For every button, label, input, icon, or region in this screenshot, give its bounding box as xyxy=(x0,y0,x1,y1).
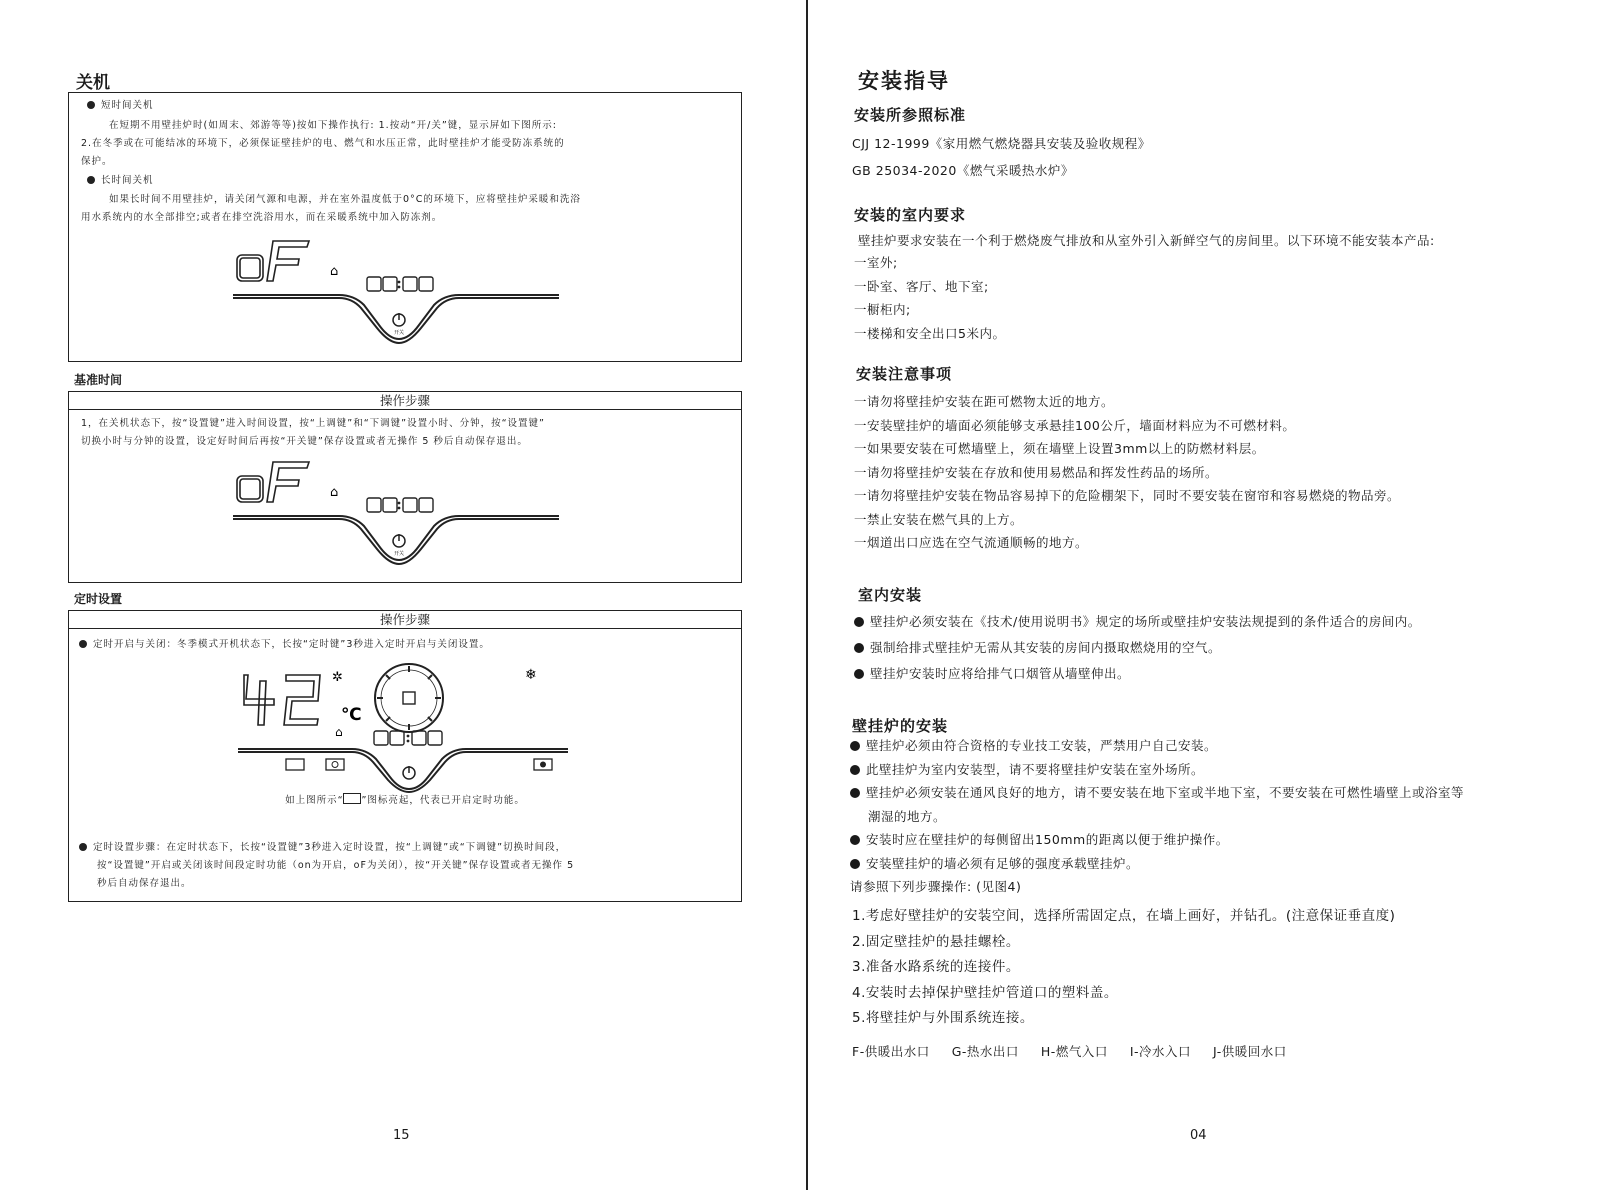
right-page-number: 04 xyxy=(1190,1128,1207,1143)
timer-title: 定时设置 xyxy=(74,592,123,606)
legend-item: H-燃气入口 xyxy=(1040,1044,1108,1059)
timer-display-panel xyxy=(234,653,654,793)
list-item: 一请勿将壁挂炉安装在存放和使用易燃品和挥发性药品的场所。 xyxy=(854,464,1219,480)
standard-line-1: CJJ 12-1999《家用燃气燃烧器具安装及验收规程》 xyxy=(852,136,1151,151)
base-time-text-2: 切换小时与分钟的设置，设定好时间后再按“开关键”保存设置或者无操作 5 秒后自动保存退出。 xyxy=(81,436,528,447)
list-item: 一请勿将壁挂炉安装在物品容易掉下的危险棚架下，同时不要安装在窗帘和容易燃烧的物品旁。 xyxy=(854,488,1401,503)
shutdown-box xyxy=(68,92,742,362)
list-item-text: 此壁挂炉为室内安装型，请不要将壁挂炉安装在室外场所。 xyxy=(866,761,1205,777)
clock-center-icon xyxy=(403,692,415,704)
step-item: 1.考虑好壁挂炉的安装空间，选择所需固定点，在墙上画好，并钻孔。(注意保证垂直度) xyxy=(852,908,1396,924)
short-shutdown-heading xyxy=(87,97,154,115)
indoor-req-list xyxy=(854,253,1005,347)
list-item: 一如果要安装在可燃墙壁上，须在墙壁上设置3mm以上的防燃材料层。 xyxy=(854,441,1265,456)
step-item: 3.准备水路系统的连接件。 xyxy=(852,959,1020,975)
list-item: 一卧室、客厅、地下室; xyxy=(854,278,989,294)
list-item xyxy=(850,736,1464,760)
list-item-text: 壁挂炉必须安装在《技术/使用说明书》规定的场所或壁挂炉安装法规提到的条件适合的房间内。 xyxy=(870,614,1421,629)
timer-text-2: 定时设置步骤：在定时状态下，长按“设置键”3秒进入定时设置，按“上调键”或“下调键”切换时间段， xyxy=(93,842,567,853)
list-item xyxy=(850,830,1464,854)
clock-dial xyxy=(375,664,443,732)
list-item: 一请勿将壁挂炉安装在距可燃物太近的地方。 xyxy=(854,394,1115,409)
heating-icon xyxy=(286,759,304,770)
timer-text-2-row xyxy=(79,839,566,857)
steps-intro: 请参照下列步骤操作: (见图4) xyxy=(850,879,1022,894)
power-label: 开关 xyxy=(394,551,405,557)
seg-f-outline xyxy=(267,241,309,281)
timer-caption-post: ”图标亮起，代表已开启定时功能。 xyxy=(361,795,525,806)
timer-box xyxy=(68,610,742,902)
list-item-text: 安装壁挂炉的墙必须有足够的强度承载壁挂炉。 xyxy=(866,855,1140,871)
timer-text-1-row xyxy=(79,636,490,654)
indoor-install-heading: 室内安装 xyxy=(858,586,923,604)
off-display-panel-1 xyxy=(229,233,569,353)
list-item xyxy=(850,783,1464,807)
list-item-text: 安装时应在壁挂炉的每侧留出150mm的距离以便于维护操作。 xyxy=(866,832,1229,847)
long-shutdown-text-2: 用水系统内的水全部排空;或者在排空洗浴用水，而在采暖系统中加入防冻剂。 xyxy=(81,212,443,223)
base-time-box-header: 操作步骤 xyxy=(69,392,741,410)
shutdown-title: 关机 xyxy=(76,73,110,93)
timer-box-header: 操作步骤 xyxy=(69,611,741,629)
notes-list xyxy=(854,392,1400,557)
indoor-install-list xyxy=(854,612,1421,690)
list-item-text: 壁挂炉必须由符合资格的专业技工安装，严禁用户自己安装。 xyxy=(866,738,1218,753)
list-item-continuation: 潮湿的地方。 xyxy=(868,808,947,824)
indoor-req-heading: 安装的室内要求 xyxy=(854,206,967,224)
list-item xyxy=(850,760,1464,784)
home-icon: ⌂ xyxy=(330,264,339,279)
long-shutdown-heading xyxy=(87,172,154,190)
boiler-install-list xyxy=(850,736,1464,901)
legend-item: F-供暖出水口 xyxy=(852,1044,930,1059)
list-item-text: 壁挂炉必须安装在通风良好的地方，请不要安装在地下室或半地下室，不要安装在可燃性墙壁上或浴室等 xyxy=(866,785,1465,800)
step-item: 5.将壁挂炉与外围系统连接。 xyxy=(852,1010,1034,1026)
legend-item: I-冷水入口 xyxy=(1129,1044,1192,1059)
short-shutdown-text-3: 保护。 xyxy=(81,156,113,167)
install-guide-title: 安装指导 xyxy=(858,69,950,93)
list-item: 一安装壁挂炉的墙面必须能够支承悬挂100公斤，墙面材料应为不可燃材料。 xyxy=(854,417,1296,433)
list-item xyxy=(854,638,1421,664)
base-time-text-1: 1，在关机状态下，按“设置键”进入时间设置，按“上调键”和“下调键”设置小时、分钟，按“设置键” xyxy=(81,418,545,429)
list-item-text: 强制给排式壁挂炉无需从其安装的房间内摄取燃烧用的空气。 xyxy=(870,640,1222,655)
power-label: 开关 xyxy=(394,330,405,336)
connection-legend xyxy=(852,1042,1287,1060)
timer-caption xyxy=(69,792,741,810)
list-item: 一室外; xyxy=(854,255,898,270)
snowflake-icon: ❄ xyxy=(525,667,537,683)
boiler-install-heading: 壁挂炉的安装 xyxy=(852,717,949,735)
home-icon: ⌂ xyxy=(330,485,339,500)
fan-icon: ✲ xyxy=(332,670,343,685)
list-item xyxy=(850,854,1464,878)
left-page-number: 15 xyxy=(393,1128,410,1143)
list-item xyxy=(854,612,1421,638)
base-time-box xyxy=(68,391,742,583)
list-item: 一烟道出口应选在空气流通顺畅的地方。 xyxy=(854,535,1089,550)
step-item: 2.固定壁挂炉的悬挂螺栓。 xyxy=(852,933,1020,950)
timer-text-3: 按“设置键”开启或关闭该时间段定时功能（on为开启，oF为关闭），按“开关键”保存设置或者无操作 5 xyxy=(97,860,575,871)
list-item: 一禁止安装在燃气具的上方。 xyxy=(854,511,1024,527)
short-shutdown-text-1: 在短期不用壁挂炉时(如周末、郊游等等)按如下操作执行: 1.按动“开/关”键，显示屏如下图所示: xyxy=(109,120,557,131)
home-icon: ⌂ xyxy=(335,725,343,739)
indoor-req-intro: 壁挂炉要求安装在一个利于燃烧废气排放和从室外引入新鲜空气的房间里。以下环境不能安装本产品: xyxy=(858,233,1435,248)
standards-heading: 安装所参照标准 xyxy=(854,106,967,124)
legend-item: G-热水出口 xyxy=(951,1044,1019,1059)
off-display-panel-2 xyxy=(229,454,569,574)
long-shutdown-title: 长时间关机 xyxy=(101,175,154,186)
short-shutdown-title: 短时间关机 xyxy=(101,100,154,111)
notes-heading: 安装注意事项 xyxy=(856,365,953,383)
long-shutdown-text-1: 如果长时间不用壁挂炉，请关闭气源和电源，并在室外温度低于0°C的环境下，应将壁挂炉采暖和洗浴 xyxy=(109,194,581,205)
timer-text-4: 秒后自动保存退出。 xyxy=(97,878,192,889)
steps-list xyxy=(852,904,1395,1032)
list-item: 一楼梯和安全出口5米内。 xyxy=(854,325,1006,341)
legend-item: J-供暖回水口 xyxy=(1213,1044,1287,1059)
timer-icon xyxy=(343,793,361,804)
timer-caption-pre: 如上图所示“ xyxy=(285,795,344,806)
step-item: 4.安装时去掉保护壁挂炉管道口的塑料盖。 xyxy=(852,984,1118,1001)
time-segments xyxy=(367,277,433,291)
short-shutdown-text-2: 2.在冬季或在可能结冰的环境下，必须保证壁挂炉的电、燃气和水压正常，此时壁挂炉才能受防冻系统的 xyxy=(81,138,565,149)
base-time-title: 基准时间 xyxy=(74,373,123,387)
seg-2 xyxy=(284,675,320,725)
list-item xyxy=(854,664,1421,690)
temp-unit: ℃ xyxy=(341,705,362,725)
page-divider xyxy=(806,0,808,1190)
list-item: 一橱柜内; xyxy=(854,302,911,317)
standard-line-2: GB 25034-2020《燃气采暖热水炉》 xyxy=(852,163,1074,178)
list-item-text: 壁挂炉安装时应将给排气口烟管从墙壁伸出。 xyxy=(870,666,1131,681)
timer-text-1: 定时开启与关闭：冬季模式开机状态下，长按“定时键”3秒进入定时开启与关闭设置。 xyxy=(93,639,490,650)
timer-icon xyxy=(326,759,344,770)
